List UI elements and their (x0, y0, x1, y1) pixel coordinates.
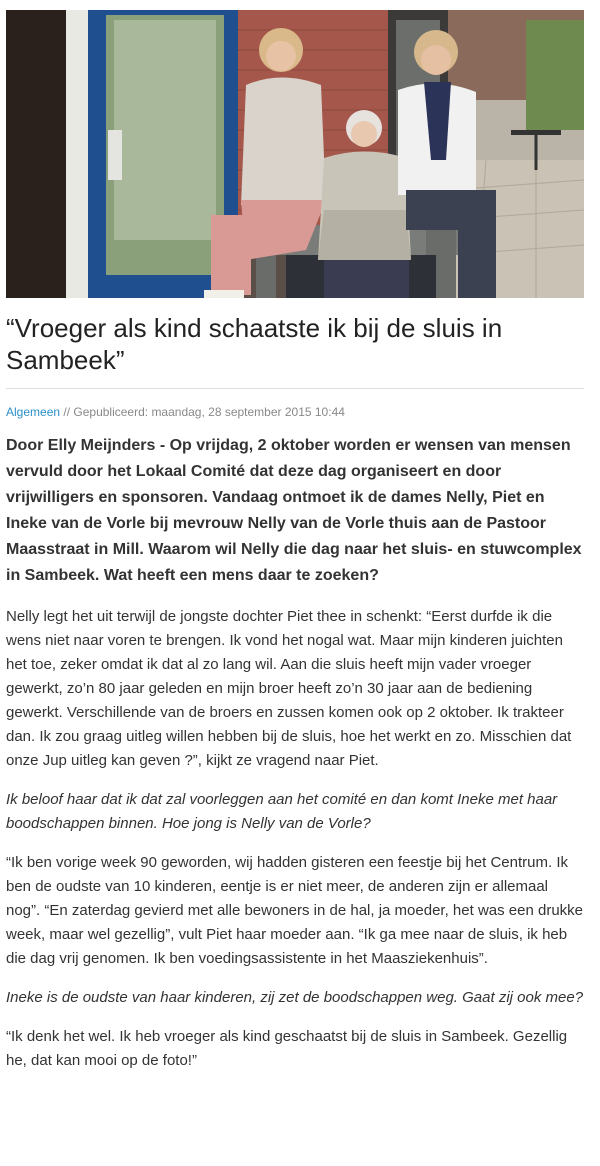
article (6, 10, 584, 1088)
article-photo[interactable] (6, 10, 584, 298)
category-link[interactable]: Algemeen (6, 405, 61, 419)
published-date: Gepubliceerd: maandag, 28 september 2015 10:44 (73, 405, 345, 419)
article-paragraph: “Ik ben vorige week 90 geworden, wij hadden gisteren een feestje bij het Centrum. Ik ben de oudste van 10 kinderen, eentje is er niet meer, de anderen zijn er allemaal nog”. “En zaterdag gevierd met alle bewoners in de hal, ja moeder, het was een drukke week, maar wel gezellig”, vult Piet haar moeder aan. “Ik ga mee naar de sluis, ik heb die dag vrij genomen. Ik ben voedingsassistente in het Maasziekenhuis”. (6, 854, 584, 967)
meta-separator: // (60, 405, 74, 419)
article-photo-image (6, 10, 584, 298)
article-paragraph: “Ik denk het wel. Ik heb vroeger als kind geschaatst bij de sluis in Sambeek. Gezellig he, dat kan mooi op de foto!” (6, 1028, 568, 1069)
article-title: “Vroeger als kind schaatste ik bij de sluis in Sambeek” (6, 312, 584, 389)
article-paragraph: Nelly legt het uit terwijl de jongste dochter Piet thee in schenkt: “Eerst durfde ik die wens niet naar voren te brengen. Ik vond het nogal wat. Maar mijn kinderen juichten het toe, zeker omdat ik dat al zo lang wil. Aan die sluis heeft mijn vader vroeger gewerkt, zo’n 80 jaar geleden en mijn broer heeft zo’n 30 jaar aan de bediening gewerkt. Verschillende van de broers en zussen komen ook op 2 oktober. Ik trakteer dan. Ik zou graag uitleg willen hebben bij de sluis, hoe het werkt en zo. Misschien dat onze Jup uitleg kan geven ?”, kijkt ze vragend naar Piet. (6, 608, 572, 769)
article-meta (6, 405, 584, 419)
article-lead: Door Elly Meijnders - Op vrijdag, 2 oktober worden er wensen van mensen vervuld door het Lokaal Comité dat deze dag organiseert en door vrijwilligers en sponsoren. Vandaag ontmoet ik de dames Nelly, Piet en Ineke van de Vorle bij mevrouw Nelly van de Vorle thuis aan de Pastoor Maasstraat in Mill. Waarom wil Nelly die dag naar het sluis- en stuwcomplex in Sambeek. Wat heeft een mens daar te zoeken? (6, 437, 582, 584)
article-paragraph-italic: Ineke is de oudste van haar kinderen, zij zet de boodschappen weg. Gaat zij ook mee? (6, 989, 584, 1006)
article-paragraph-italic: Ik beloof haar dat ik dat zal voorleggen aan het comité en dan komt Ineke met haar boodschappen binnen. Hoe jong is Nelly van de Vorle? (6, 791, 558, 832)
